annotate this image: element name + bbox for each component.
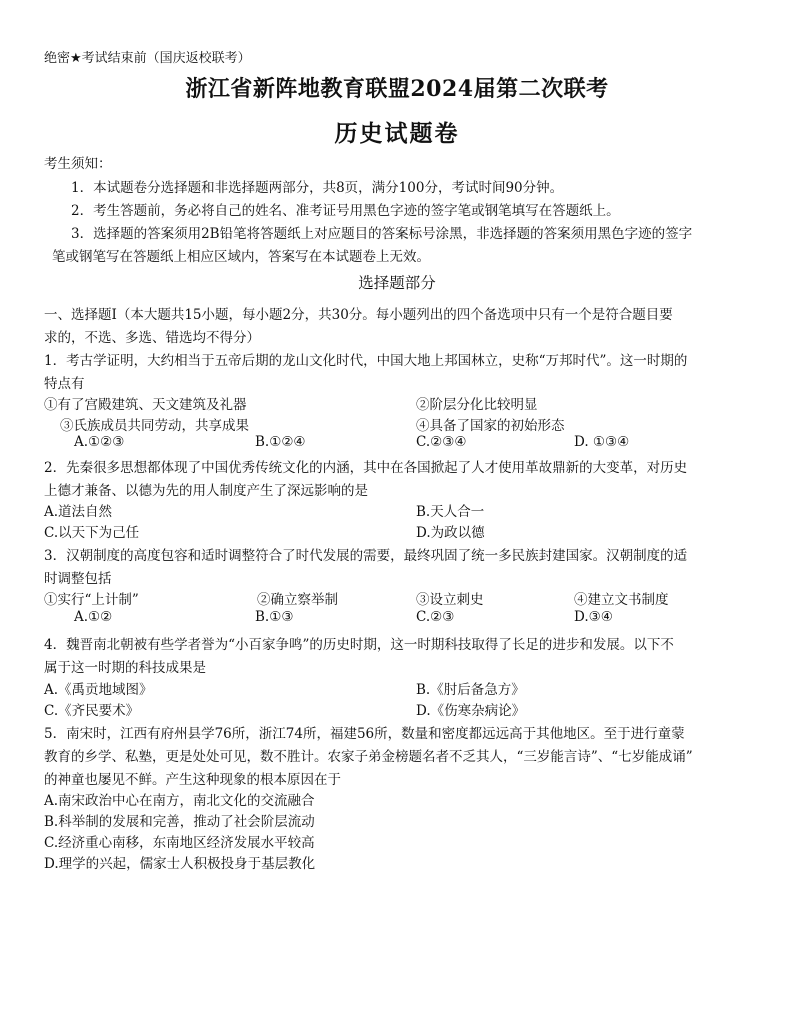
q1-option-a: A.①②③ bbox=[74, 434, 125, 450]
q3-stem-line-1: 3．汉朝制度的高度包容和适时调整符合了时代发展的需要，最终巩固了统一多民族封建国家。汉朝制度的适 bbox=[44, 548, 688, 564]
q1-statement-2: ②阶层分化比较明显 bbox=[416, 397, 538, 413]
notice-item-2: 2．考生答题前，务必将自己的姓名、准考证号用黑色字迹的签字笔或钢笔填写在答题纸上。 bbox=[71, 203, 620, 219]
q2-stem-line-2: 上德才兼备、以德为先的用人制度产生了深远影响的是 bbox=[44, 483, 368, 499]
q3-option-b: B.①③ bbox=[255, 609, 294, 625]
exam-title: 浙江省新阵地教育联盟2024届第二次联考 bbox=[185, 76, 609, 102]
q5-option-b: B.科举制的发展和完善，推动了社会阶层流动 bbox=[44, 814, 315, 830]
q5-option-a: A.南宋政治中心在南方，南北文化的交流融合 bbox=[44, 793, 315, 809]
q2-option-d: D.为政以德 bbox=[416, 525, 485, 541]
notice-item-3-line-2: 笔或钢笔写在答题纸上相应区域内，答案写在本试题卷上无效。 bbox=[52, 249, 430, 265]
section-heading: 选择题部分 bbox=[358, 274, 436, 292]
q1-option-c: C.②③④ bbox=[416, 434, 467, 450]
notice-item-3-line-1: 3．选择题的答案须用2B铅笔将答题纸上对应题目的答案标号涂黑，非选择题的答案须用黑色字迹的签字 bbox=[71, 226, 693, 242]
q4-option-c: C.《齐民要术》 bbox=[44, 703, 140, 719]
q1-option-d: D. ①③④ bbox=[574, 434, 630, 450]
exam-subtitle: 历史试题卷 bbox=[334, 120, 460, 147]
confidential-label: 绝密★考试结束前（国庆返校联考） bbox=[44, 51, 251, 66]
q3-statement-1: ①实行“上计制” bbox=[44, 592, 139, 608]
q1-statement-1: ①有了宫殿建筑、天文建筑及礼器 bbox=[44, 397, 247, 413]
q2-option-c: C.以天下为己任 bbox=[44, 525, 140, 541]
q3-statement-2: ②确立察举制 bbox=[257, 592, 338, 608]
q5-option-c: C.经济重心南移，东南地区经济发展水平较高 bbox=[44, 835, 315, 851]
q2-option-b: B.天人合一 bbox=[416, 504, 485, 520]
q4-option-a: A.《禹贡地域图》 bbox=[44, 682, 153, 698]
section-intro-line-2: 求的，不选、多选、错选均不得分） bbox=[44, 330, 260, 346]
q1-stem-line-2: 特点有 bbox=[44, 376, 85, 392]
q5-option-d: D.理学的兴起，儒家士人积极投身于基层教化 bbox=[44, 856, 316, 872]
q4-option-b: B.《肘后备急方》 bbox=[416, 682, 525, 698]
q4-stem-line-1: 4．魏晋南北朝被有些学者誉为“小百家争鸣”的历史时期，这一时期科技取得了长足的进步和发展。以下不 bbox=[44, 637, 674, 653]
q3-option-d: D.③④ bbox=[574, 609, 613, 625]
q2-stem-line-1: 2．先秦很多思想都体现了中国优秀传统文化的内涵，其中在各国掀起了人才使用革故鼎新的大变革，对历史 bbox=[44, 460, 688, 476]
notice-item-1: 1．本试题卷分选择题和非选择题两部分，共8页，满分100分，考试时间90分钟。 bbox=[71, 180, 564, 196]
q3-option-a: A.①② bbox=[74, 609, 113, 625]
q1-statement-3: ③氏族成员共同劳动，共享成果 bbox=[60, 418, 249, 434]
notice-heading: 考生须知： bbox=[44, 156, 112, 172]
q5-stem-line-1: 5．南宋时，江西有府州县学76所，浙江74所，福建56所，数量和密度都远远高于其他地区。至于进行童蒙 bbox=[44, 726, 685, 742]
section-intro-line-1: 一、选择题Ⅰ（本大题共15小题，每小题2分，共30分。每小题列出的四个备选项中只有一个是符合题目要 bbox=[44, 307, 673, 323]
q4-option-d: D.《伤寒杂病论》 bbox=[416, 703, 526, 719]
q2-option-a: A.道法自然 bbox=[44, 504, 113, 520]
q5-stem-line-3: 的神童也屡见不鲜。产生这种现象的根本原因在于 bbox=[44, 772, 341, 788]
q4-stem-line-2: 属于这一时期的科技成果是 bbox=[44, 660, 206, 676]
q3-stem-line-2: 时调整包括 bbox=[44, 571, 112, 587]
q3-statement-3: ③设立刺史 bbox=[416, 592, 484, 608]
q3-option-c: C.②③ bbox=[416, 609, 455, 625]
q5-stem-line-2: 教育的乡学、私塾，更是处处可见，数不胜计。农家子弟金榜题名者不乏其人，“三岁能言诗”、“七岁能成诵” bbox=[44, 749, 693, 765]
q3-statement-4: ④建立文书制度 bbox=[574, 592, 669, 608]
q1-option-b: B.①②④ bbox=[255, 434, 306, 450]
q1-statement-4: ④具备了国家的初始形态 bbox=[416, 418, 565, 434]
q1-stem-line-1: 1．考古学证明，大约相当于五帝后期的龙山文化时代，中国大地上邦国林立，史称“万邦时代”。这一时期的 bbox=[44, 353, 688, 369]
